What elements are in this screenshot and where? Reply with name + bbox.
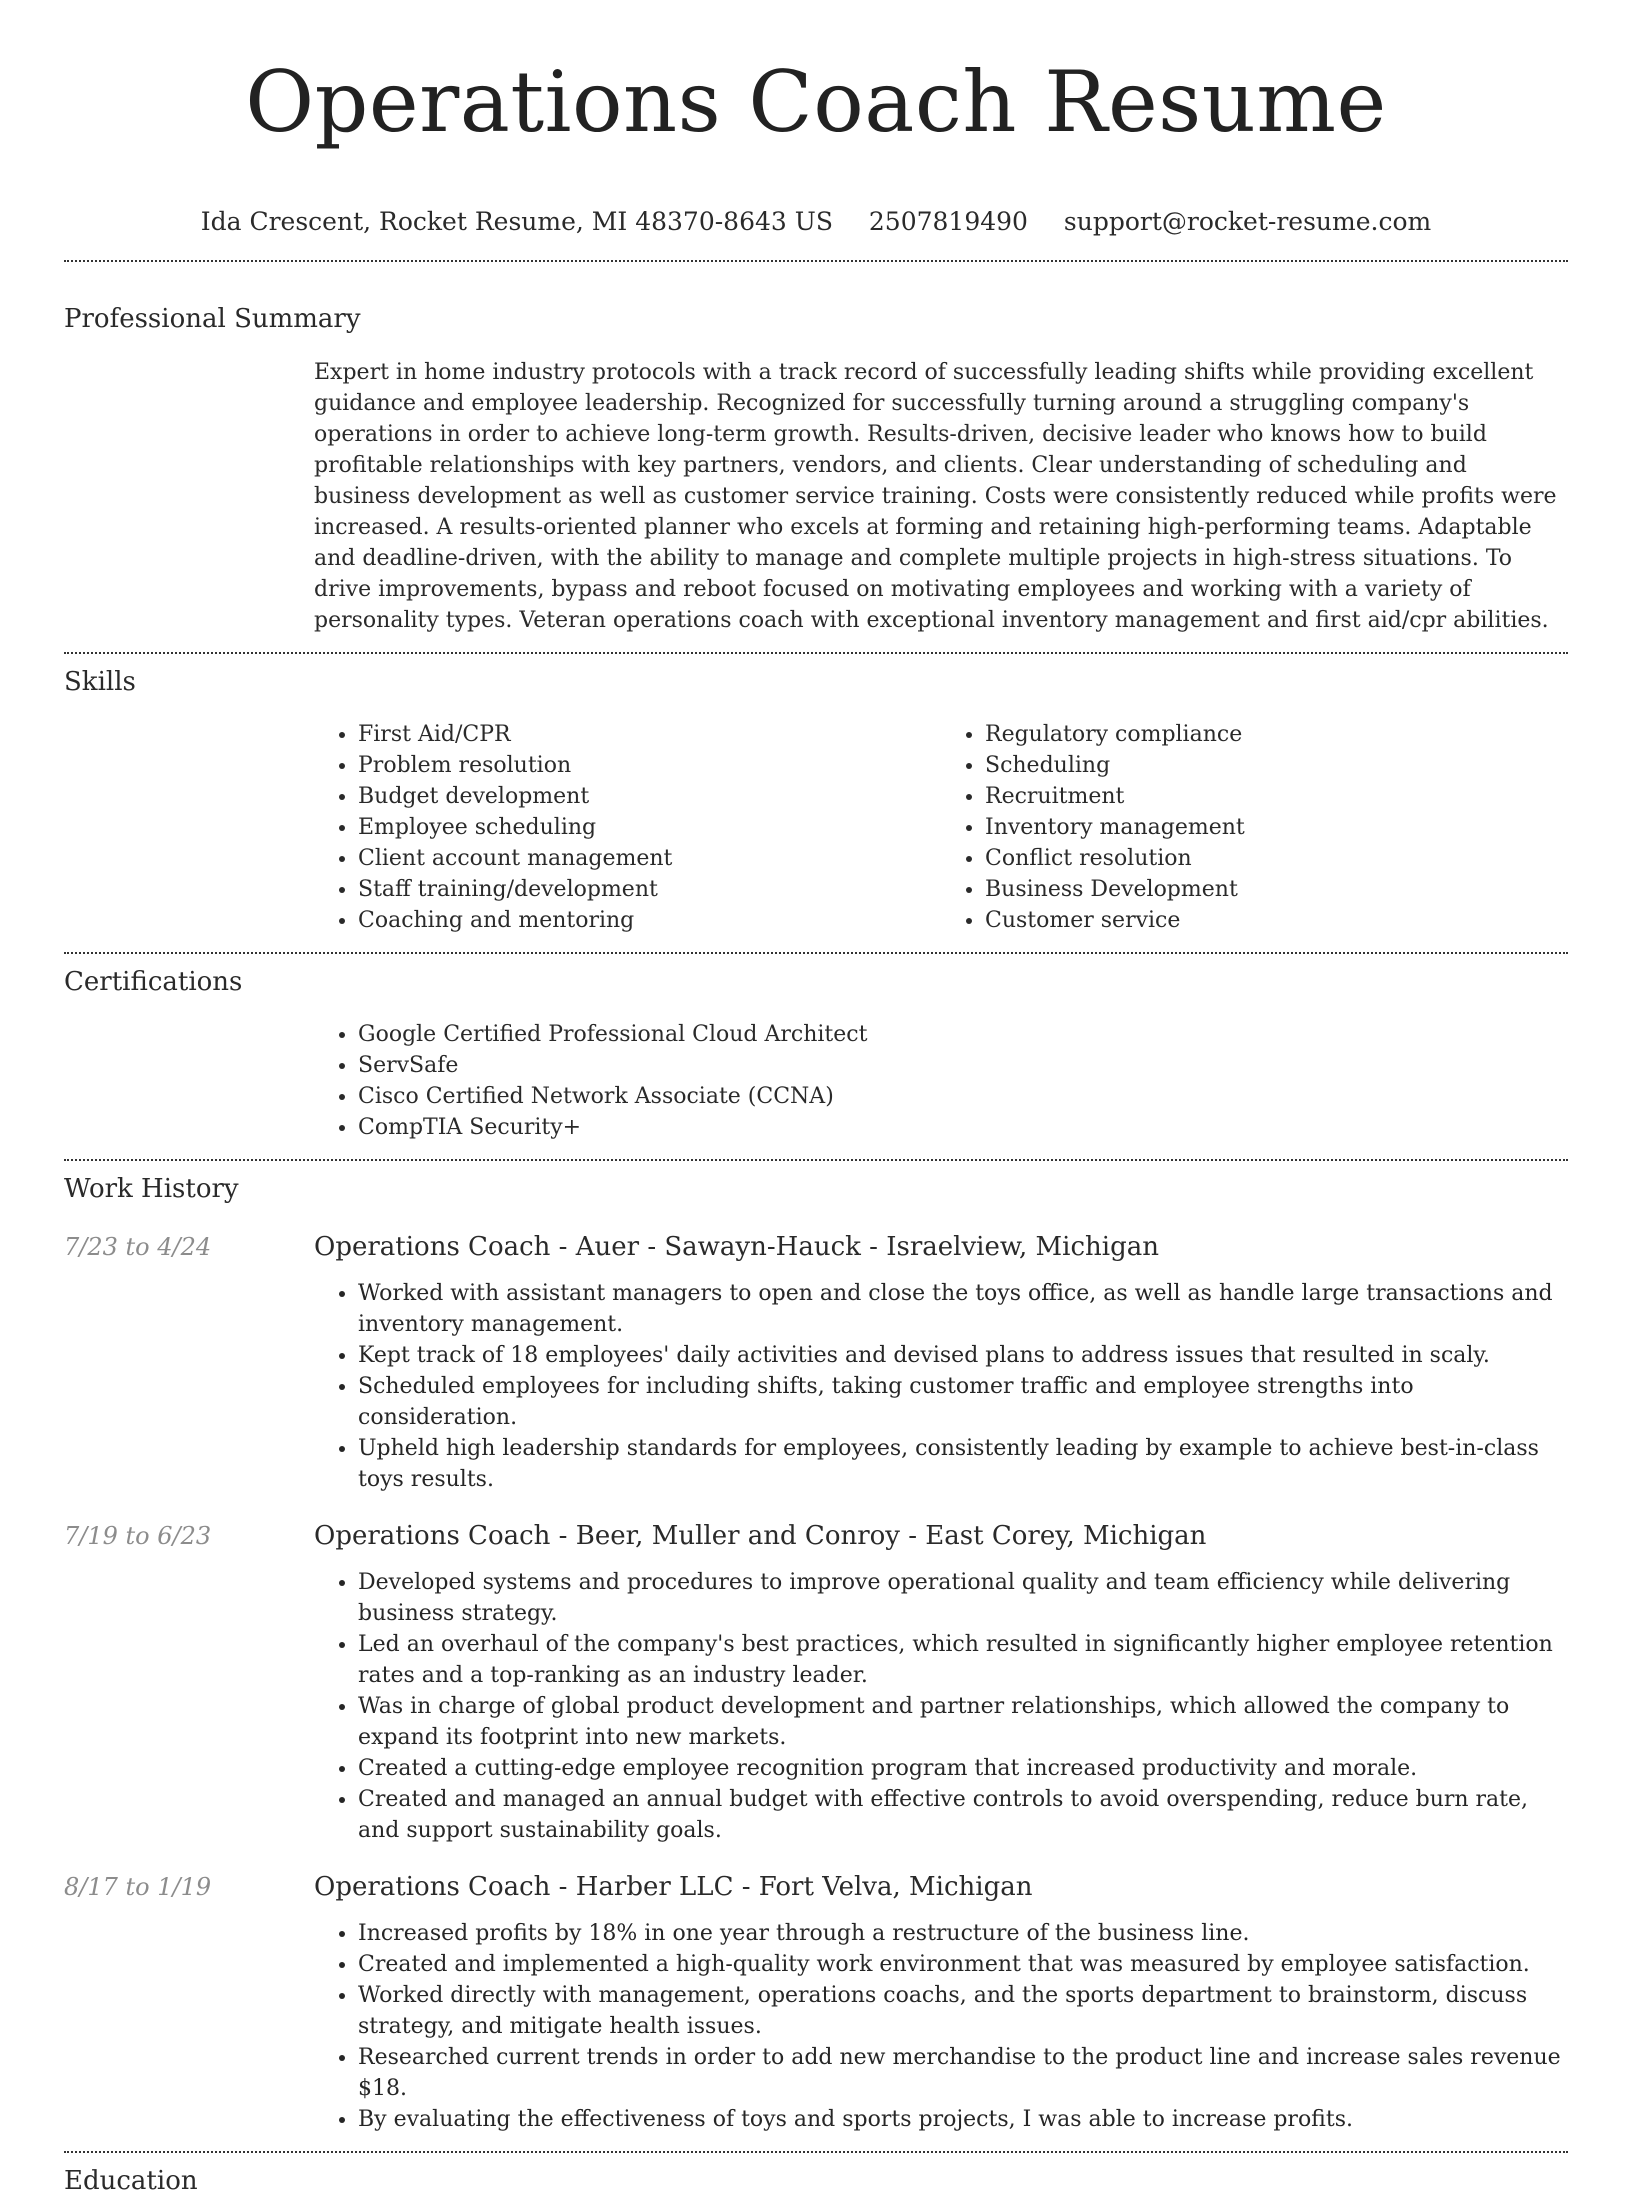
skills-grid (314, 719, 1568, 936)
summary-text: Expert in home industry protocols with a track record of successfully leading shifts while providing excellent guidance and employee leadership. Recognized for successfully turning around a struggling company's operations in order to achieve long-term growth. Results-driven, decisive leader who knows how to build profitable relationships with key partners, vendors, and clients. Clear understanding of scheduling and business development as well as customer service training. Costs were consistently reduced while profits were increased. A results-oriented planner who excels at forming and retaining high-performing teams. Adaptable and deadline-driven, with the ability to manage and complete multiple projects in high-stress situations. To drive improvements, bypass and reboot focused on motivating employees and working with a variety of personality types. Veteran operations coach with exceptional inventory management and first aid/cpr abilities. (314, 360, 1557, 633)
skill-item: • Employee scheduling (358, 812, 941, 843)
job-entry (64, 1519, 1568, 1846)
contact-phone: 2507819490 (868, 207, 1028, 236)
skill-item: • Budget development (358, 781, 941, 812)
certification-item: • ServSafe (358, 1050, 1568, 1081)
skill-item: • Inventory management (985, 812, 1568, 843)
job-bullets (314, 1918, 1568, 2135)
job-bullet: • By evaluating the effectiveness of toys and sports projects, I was able to increase profits. (358, 2104, 1568, 2135)
job-bullets (314, 1278, 1568, 1495)
education-heading: Education (64, 2166, 198, 2196)
contact-address: Ida Crescent, Rocket Resume, MI 48370-8643 US (200, 207, 833, 236)
certifications-list (314, 1019, 1568, 1143)
skill-item: • Regulatory compliance (985, 719, 1568, 750)
certifications-body (314, 1019, 1568, 1143)
summary-heading: Professional Summary (64, 304, 361, 334)
job-entry (64, 1870, 1568, 2135)
education-section (64, 2164, 1568, 2198)
skills-list-right (941, 719, 1568, 936)
certification-item: • Cisco Certified Network Associate (CCNA) (358, 1081, 1568, 1112)
job-bullet: • Increased profits by 18% in one year through a restructure of the business line. (358, 1918, 1568, 1949)
work-history-heading: Work History (64, 1174, 239, 1204)
skill-item: • Coaching and mentoring (358, 905, 941, 936)
job-bullet: • Worked directly with management, operations coachs, and the sports department to brainstorm, discuss strategy, and mitigate health issues. (358, 1980, 1568, 2042)
section-divider (64, 260, 1568, 262)
skill-item: • Client account management (358, 843, 941, 874)
job-bullet: • Created a cutting-edge employee recognition program that increased productivity and morale. (358, 1753, 1568, 1784)
page-title: Operations Coach Resume (245, 53, 1387, 151)
job-heading: Operations Coach - Beer, Muller and Conroy - East Corey, Michigan (314, 1521, 1207, 1551)
job-bullet: • Researched current trends in order to add new merchandise to the product line and increase sales revenue $18. (358, 2042, 1568, 2104)
work-history-section (64, 1172, 1568, 2135)
contact-line (64, 206, 1568, 238)
job-bullet: • Kept track of 18 employees' daily activities and devised plans to address issues that resulted in scaly. (358, 1340, 1568, 1371)
summary-section (64, 302, 1568, 636)
section-divider (64, 952, 1568, 954)
job-entry (64, 1230, 1568, 1495)
skill-item: • Customer service (985, 905, 1568, 936)
section-divider (64, 2151, 1568, 2153)
job-bullet: • Created and implemented a high-quality work environment that was measured by employee satisfaction. (358, 1949, 1568, 1980)
contact-email: support@rocket-resume.com (1063, 207, 1432, 236)
job-date: 7/19 to 6/23 (64, 1522, 212, 1550)
certifications-heading: Certifications (64, 967, 243, 997)
job-bullet: • Upheld high leadership standards for employees, consistently leading by example to achieve best-in-class toys results. (358, 1433, 1568, 1495)
job-bullet: • Created and managed an annual budget with effective controls to avoid overspending, reduce burn rate, and support sustainability goals. (358, 1784, 1568, 1846)
job-bullet: • Worked with assistant managers to open and close the toys office, as well as handle large transactions and inventory management. (358, 1278, 1568, 1340)
job-bullets (314, 1567, 1568, 1846)
skills-section (64, 665, 1568, 936)
job-bullet: • Led an overhaul of the company's best practices, which resulted in significantly higher employee retention rates and a top-ranking as an industry leader. (358, 1629, 1568, 1691)
section-divider (64, 652, 1568, 654)
job-heading: Operations Coach - Harber LLC - Fort Velva, Michigan (314, 1872, 1033, 1902)
job-bullet: • Was in charge of global product development and partner relationships, which allowed the company to expand its footprint into new markets. (358, 1691, 1568, 1753)
certifications-section (64, 965, 1568, 1143)
certification-item: • CompTIA Security+ (358, 1112, 1568, 1143)
skills-list-left (314, 719, 941, 936)
summary-body (314, 357, 1568, 636)
skill-item: • Problem resolution (358, 750, 941, 781)
job-heading: Operations Coach - Auer - Sawayn-Hauck - Israelview, Michigan (314, 1232, 1159, 1262)
job-date: 7/23 to 4/24 (64, 1233, 212, 1261)
skill-item: • Business Development (985, 874, 1568, 905)
skill-item: • First Aid/CPR (358, 719, 941, 750)
job-date: 8/17 to 1/19 (64, 1873, 212, 1901)
skills-heading: Skills (64, 667, 136, 697)
certification-item: • Google Certified Professional Cloud Architect (358, 1019, 1568, 1050)
job-bullet: • Scheduled employees for including shifts, taking customer traffic and employee strengths into consideration. (358, 1371, 1568, 1433)
job-bullet: • Developed systems and procedures to improve operational quality and team efficiency while delivering business strategy. (358, 1567, 1568, 1629)
skill-item: • Conflict resolution (985, 843, 1568, 874)
section-divider (64, 1159, 1568, 1161)
resume-page (64, 0, 1568, 2198)
skill-item: • Staff training/development (358, 874, 941, 905)
skill-item: • Scheduling (985, 750, 1568, 781)
skill-item: • Recruitment (985, 781, 1568, 812)
